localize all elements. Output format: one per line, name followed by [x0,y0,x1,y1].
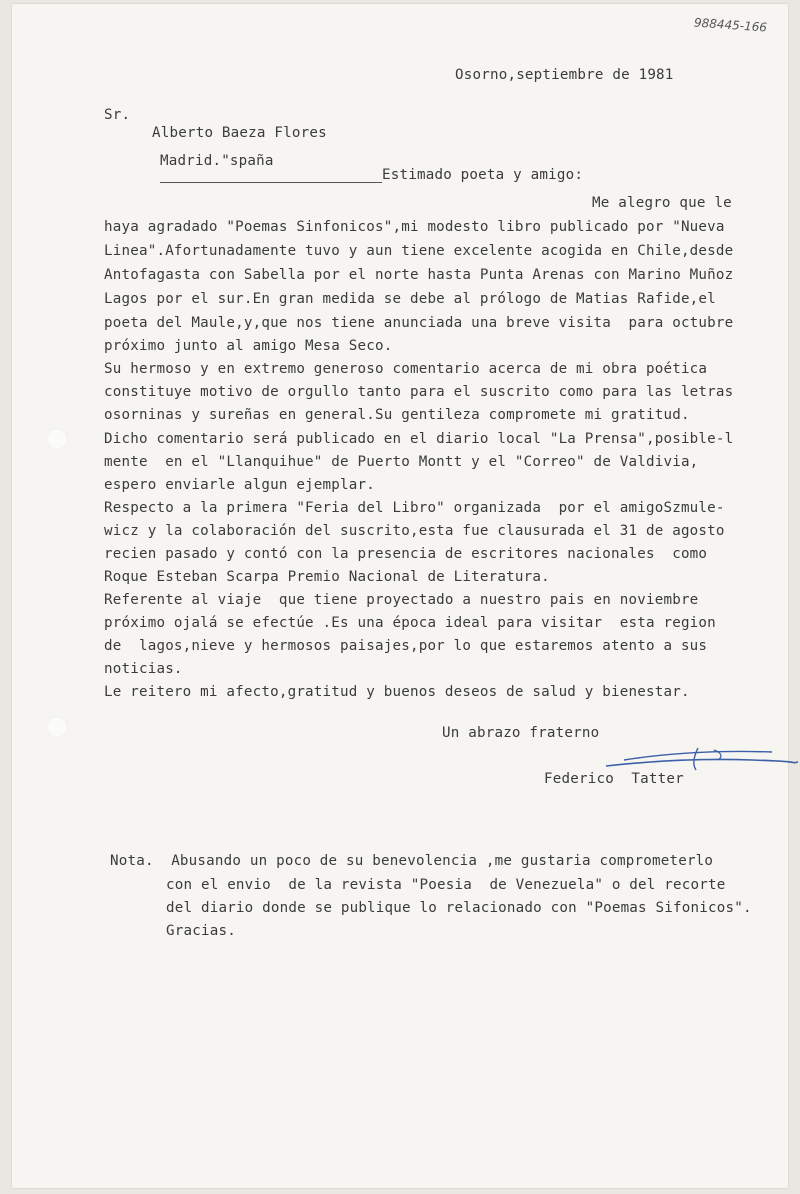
signature-name: Federico Tatter [544,771,684,787]
closing: Un abrazo fraterno [442,725,600,741]
punch-hole-bottom [46,716,68,738]
address-underline [160,182,382,183]
body-line: Le reitero mi afecto,gratitud y buenos deseos de salud y bienestar. [104,684,690,700]
body-line: Linea".Afortunadamente tuvo y aun tiene excelente acogida en Chile,desde [104,243,734,259]
body-line: próximo junto al amigo Mesa Seco. [104,338,393,354]
body-line: Me alegro que le [592,195,732,211]
body-line: Antofagasta con Sabella por el norte hasta Punta Arenas con Marino Muñoz [104,267,734,283]
body-line: Roque Esteban Scarpa Premio Nacional de Literatura. [104,569,550,585]
body-line: próximo ojalá se efectúe .Es una época ideal para visitar esta region [104,615,716,631]
note-line: con el envio de la revista "Poesia de Venezuela" o del recorte [166,877,726,893]
body-line: espero enviarle algun ejemplar. [104,477,375,493]
recipient-city: Madrid."spaña [160,153,274,169]
body-line: noticias. [104,661,183,677]
body-line: haya agradado "Poemas Sinfonicos",mi modesto libro publicado por "Nueva [104,219,725,235]
body-line: Su hermoso y en extremo generoso comentario acerca de mi obra poética [104,361,708,377]
body-line: constituye motivo de orgullo tanto para el suscrito como para las letras [104,384,734,400]
letter-page [12,4,788,1188]
body-line: poeta del Maule,y,que nos tiene anunciada una breve visita para octubre [104,315,734,331]
body-line: recien pasado y contó con la presencia de escritores nacionales como [104,546,708,562]
note-line: Gracias. [166,923,236,939]
body-line: osorninas y sureñas en general.Su gentileza compromete mi gratitud. [104,407,690,423]
recipient-prefix: Sr. [104,107,131,123]
note-line: del diario donde se publique lo relacionado con "Poemas Sifonicos". [166,900,752,916]
salutation: Estimado poeta y amigo: [382,167,584,183]
body-line: Dicho comentario será publicado en el diario local "La Prensa",posible-l [104,431,734,447]
body-line: Referente al viaje que tiene proyectado a nuestro pais en noviembre [104,592,699,608]
body-line: de lagos,nieve y hermosos paisajes,por lo que estaremos atento a sus [104,638,708,654]
archive-code: 988445-166 [693,15,768,35]
recipient-name: Alberto Baeza Flores [152,125,327,141]
body-line: Lagos por el sur.En gran medida se debe al prólogo de Matias Rafide,el [104,291,716,307]
body-line: mente en el "Llanquihue" de Puerto Montt y el "Correo" de Valdivia, [104,454,699,470]
note-line: Nota. Abusando un poco de su benevolencia ,me gustaria comprometerlo [110,853,714,869]
body-line: Respecto a la primera "Feria del Libro" organizada por el amigoSzmule- [104,500,725,516]
punch-hole-top [46,428,68,450]
place-date: Osorno,septiembre de 1981 [455,67,674,83]
body-line: wicz y la colaboración del suscrito,esta fue clausurada el 31 de agosto [104,523,725,539]
